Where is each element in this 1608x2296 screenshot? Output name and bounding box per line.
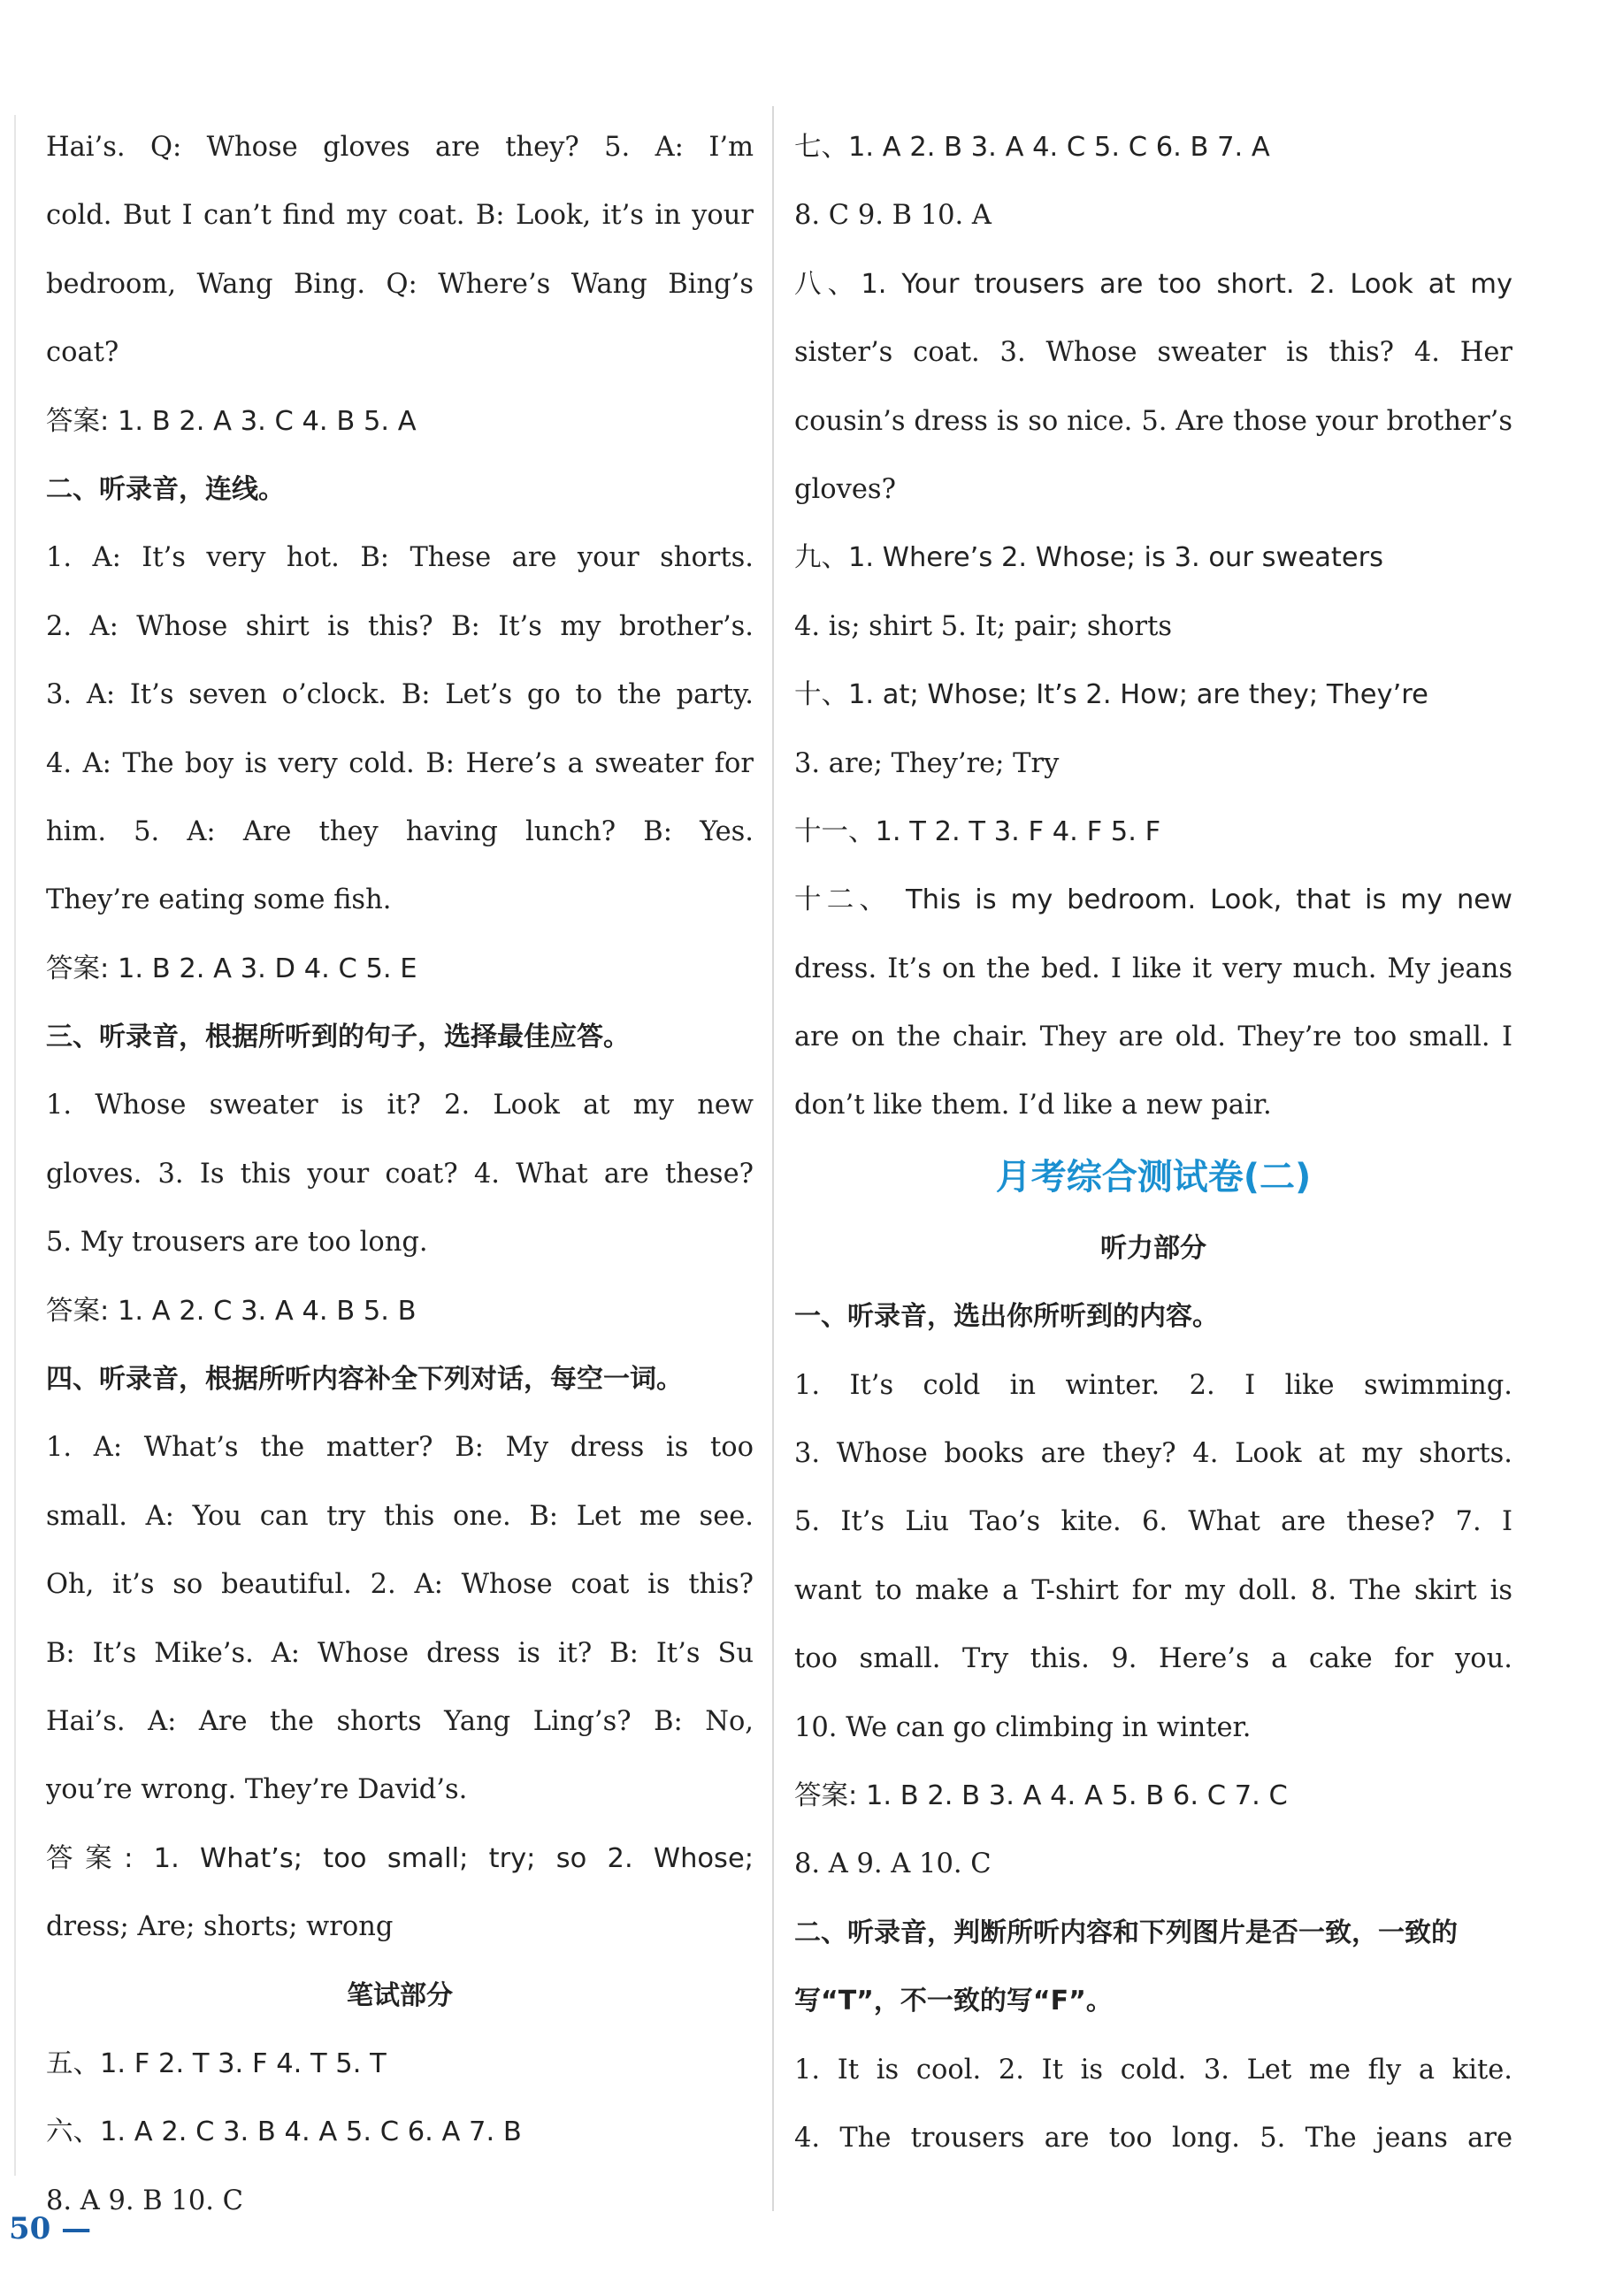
text-line: Hai’s. Q: Whose gloves are they? 5. A: I’m: [46, 132, 754, 163]
section-heading: 二、听录音，连线。: [46, 473, 285, 505]
section-heading: 一、听录音，选出你所听到的内容。: [794, 1301, 1219, 1333]
text-line: coat?: [46, 337, 119, 369]
text-line: gloves. 3. Is this your coat? 4. What are these?: [46, 1158, 754, 1190]
text-line: 5. My trousers are too long.: [46, 1227, 428, 1259]
answer-line: 答案: 1. A 2. C 3. A 4. B 5. B: [46, 1295, 417, 1327]
text-line: Oh, it’s so beautiful. 2. A: Whose coat is this?: [46, 1569, 754, 1601]
text-line: cousin’s dress is so nice. 5. Are those your brother’s: [794, 405, 1512, 437]
section-heading: 二、听录音，判断所听内容和下列图片是否一致，一致的: [794, 1917, 1458, 1948]
answer-line: 六、1. A 2. C 3. B 4. A 5. C 6. A 7. B: [46, 2116, 522, 2148]
text-line: 1. It is cool. 2. It is cold. 3. Let me fly a kite.: [794, 2054, 1512, 2086]
section-heading: 四、听录音，根据所听内容补全下列对话，每空一词。: [46, 1364, 683, 1396]
left-margin-rule: [14, 115, 16, 2176]
left-column: [46, 113, 754, 2235]
text-line: 九、1. Where’s 2. Whose; is 3. our sweaters: [794, 542, 1384, 574]
text-line: 十、1. at; Whose; It’s 2. How; are they; They’re: [794, 679, 1428, 711]
text-line: don’t like them. I’d like a new pair.: [794, 1090, 1272, 1121]
answer-line: 8. A 9. A 10. C: [794, 1848, 992, 1880]
page-number: 50 —: [9, 2211, 92, 2246]
text-line: are on the chair. They are old. They’re too small. I: [794, 1022, 1512, 1053]
text-line: too small. Try this. 9. Here’s a cake for you.: [794, 1643, 1512, 1675]
answer-line: 答案: 1. B 2. B 3. A 4. A 5. B 6. C 7. C: [794, 1779, 1288, 1811]
answer-line: 答案: 1. B 2. A 3. D 4. C 5. E: [46, 953, 417, 984]
text-line: 3. A: It’s seven o’clock. B: Let’s go to the party.: [46, 679, 754, 711]
text-line: gloves?: [794, 473, 896, 505]
column-divider: [772, 106, 774, 2211]
text-line: 4. A: The boy is very cold. B: Here’s a sweater for: [46, 747, 754, 779]
section-heading: 三、听录音，根据所听到的句子，选择最佳应答。: [46, 1022, 630, 1053]
text-line: 1. A: What’s the matter? B: My dress is too: [46, 1432, 754, 1464]
test-title: 月考综合测试卷(二): [995, 1156, 1312, 1198]
section-title-listening: 听力部分: [1100, 1232, 1206, 1264]
section-title-written: 笔试部分: [347, 1979, 453, 2011]
text-line: sister’s coat. 3. Whose sweater is this? 4. Her: [794, 337, 1512, 369]
text-line: B: It’s Mike’s. A: Whose dress is it? B: It’s Su: [46, 1637, 754, 1669]
text-line: 4. The trousers are too long. 5. The jeans are: [794, 2122, 1512, 2154]
text-line: They’re eating some fish.: [46, 884, 392, 916]
text-line: small. A: You can try this one. B: Let me see.: [46, 1500, 754, 1532]
text-line: 3. Whose books are they? 4. Look at my shorts.: [794, 1438, 1512, 1470]
text-line: bedroom, Wang Bing. Q: Where’s Wang Bing’s: [46, 268, 754, 300]
answer-line: 答案: 1. B 2. A 3. C 4. B 5. A: [46, 405, 417, 437]
text-line: dress. It’s on the bed. I like it very much. My jeans: [794, 953, 1512, 984]
text-line: want to make a T-shirt for my doll. 8. The skirt is: [794, 1574, 1512, 1606]
text-line: 1. Whose sweater is it? 2. Look at my new: [46, 1090, 754, 1121]
answer-line: 十一、1. T 2. T 3. F 4. F 5. F: [794, 815, 1161, 847]
text-line: 3. are; They’re; Try: [794, 747, 1060, 779]
answer-line: 五、1. F 2. T 3. F 4. T 5. T: [46, 2047, 387, 2079]
answer-line: 七、1. A 2. B 3. A 4. C 5. C 6. B 7. A: [794, 132, 1270, 163]
text-line: 八、1. Your trousers are too short. 2. Look at my: [794, 268, 1512, 300]
text-line: 1. A: It’s very hot. B: These are your shorts.: [46, 542, 754, 574]
text-line: 十二、 This is my bedroom. Look, that is my new: [794, 884, 1512, 916]
answer-line: 答案: 1. What’s; too small; try; so 2. Whose;: [46, 1842, 754, 1874]
text-line: dress; Are; shorts; wrong: [46, 1911, 394, 1943]
answer-line: 8. A 9. B 10. C: [46, 2185, 243, 2216]
text-line: 4. is; shirt 5. It; pair; shorts: [794, 610, 1172, 642]
text-line: you’re wrong. They’re David’s.: [46, 1774, 468, 1806]
right-column: [794, 113, 1512, 2172]
text-line: 1. It’s cold in winter. 2. I like swimming.: [794, 1369, 1512, 1401]
text-line: 5. It’s Liu Tao’s kite. 6. What are these? 7. I: [794, 1506, 1512, 1538]
answer-line: 8. C 9. B 10. A: [794, 200, 992, 232]
text-line: cold. But I can’t find my coat. B: Look, it’s in your: [46, 200, 754, 232]
text-line: 2. A: Whose shirt is this? B: It’s my brother’s.: [46, 610, 754, 642]
text-line: Hai’s. A: Are the shorts Yang Ling’s? B: No,: [46, 1705, 754, 1737]
section-heading: 写“T”，不一致的写“F”。: [794, 1986, 1113, 2017]
text-line: him. 5. A: Are they having lunch? B: Yes.: [46, 815, 754, 847]
text-line: 10. We can go climbing in winter.: [794, 1711, 1252, 1743]
